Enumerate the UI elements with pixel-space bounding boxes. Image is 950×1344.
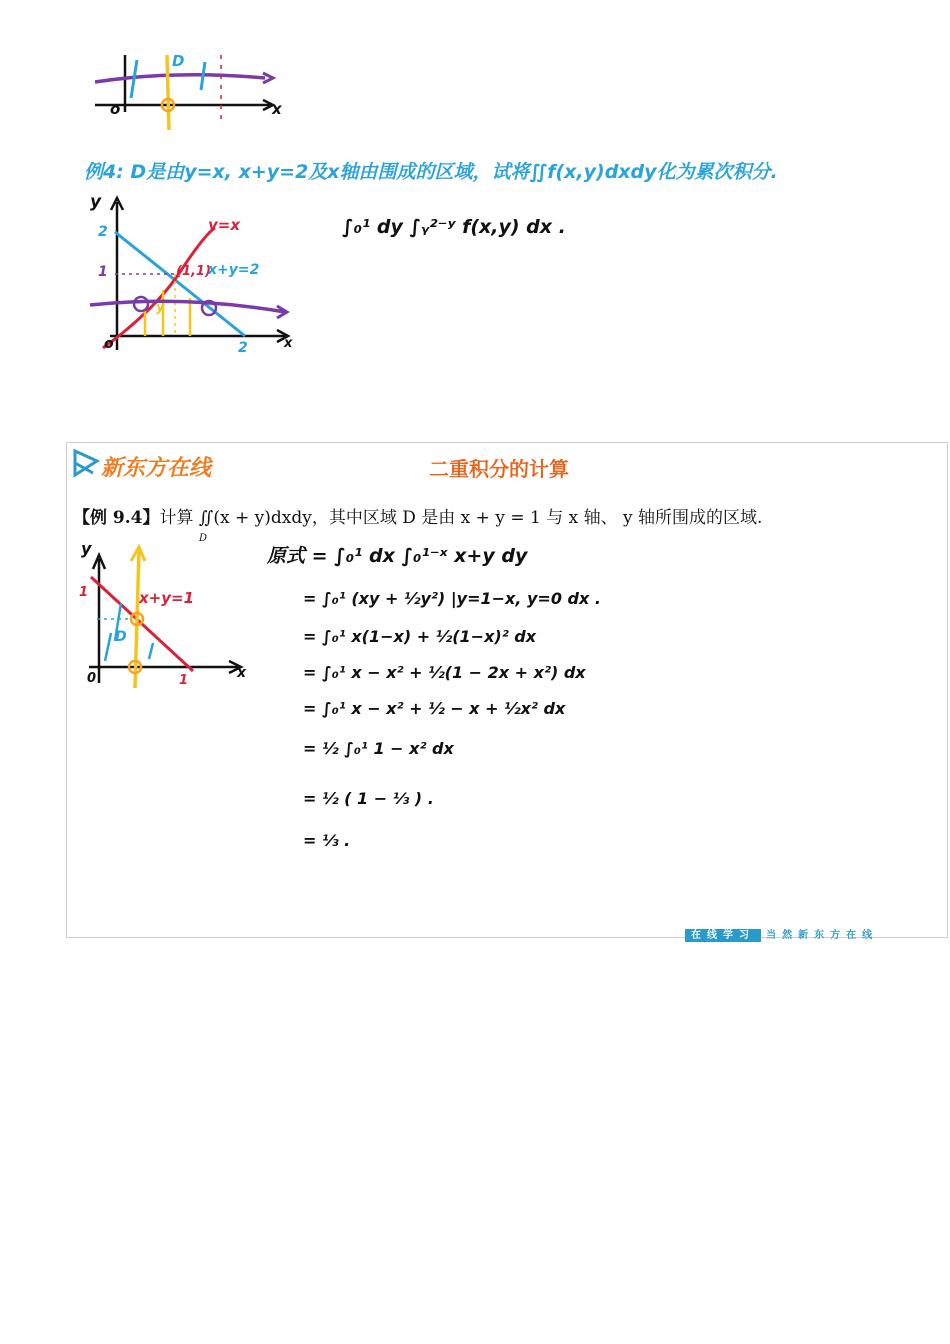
example4-answer: ∫₀¹ dy ∫ᵧ²⁻ʸ f(x,y) dx . <box>342 216 566 238</box>
ex4-y-tick-2: 2 <box>98 224 108 240</box>
slide-title: 二重积分的计算 <box>429 457 569 481</box>
example4-statement: 例4: D是由y=x, x+y=2及x轴由围成的区域，试将∬f(x,y)dxdy化为累次积分. <box>84 161 778 183</box>
step-4: = ∫₀¹ x − x² + ½ − x + ½x² dx <box>303 699 566 718</box>
slide-x-axis-label: x <box>237 665 247 681</box>
ex4-mark-y: y <box>156 300 165 315</box>
step-1: = ∫₀¹ (xy + ½y²) |y=1−x, y=0 dx . <box>303 589 601 608</box>
ex4-y-axis-label: y <box>90 192 102 212</box>
ex4-line1-label: y=x <box>208 216 241 234</box>
ex4-x-tick-2: 2 <box>238 340 248 356</box>
problem-label: 【例 9.4】 <box>73 508 160 528</box>
step-6: = ½ ( 1 − ⅓ ) . <box>303 789 434 808</box>
slide-y-axis-label: y <box>81 539 92 558</box>
slide-line-label: x+y=1 <box>139 589 195 607</box>
ex4-x-axis-label: x <box>284 336 293 351</box>
logo-icon <box>71 447 101 479</box>
problem-statement <box>73 503 762 528</box>
slide-x-tick: 1 <box>179 673 189 688</box>
ex4-line2-label: x+y=2 <box>208 262 260 278</box>
step-0: 原式 = ∫₀¹ dx ∫₀¹⁻ˣ x+y dy <box>267 545 528 567</box>
step-2: = ∫₀¹ x(1−x) + ½(1−x)² dx <box>303 627 537 646</box>
footer-highlight: 在线学习 <box>685 929 761 942</box>
ex4-point-label: (1,1) <box>176 264 211 279</box>
problem-text: 计算 ∬(x + y)dxdy，其中区域 D 是由 x + y = 1 与 x 轴、 y 轴所围成的区域. <box>159 508 763 528</box>
slide-graph <box>77 543 257 693</box>
problem-sub: D <box>199 533 208 544</box>
ex4-origin-label: o <box>104 336 114 352</box>
slide-y-tick: 1 <box>79 585 89 600</box>
step-7: = ⅓ . <box>303 831 351 850</box>
top-graph <box>85 40 295 140</box>
slide-footer <box>685 923 878 942</box>
step-5: = ½ ∫₀¹ 1 − x² dx <box>303 739 454 758</box>
top-x-label: x <box>272 100 282 118</box>
ex4-y-tick-1: 1 <box>98 264 108 280</box>
slide-origin-label: 0 <box>87 671 97 686</box>
slide-region-label: D <box>115 629 127 645</box>
footer-tail: 当然新东方在线 <box>766 930 879 941</box>
logo-text: 新东方在线 <box>101 456 212 481</box>
top-point-label: D <box>172 52 185 70</box>
top-yellow-line <box>167 55 169 130</box>
top-purple-line <box>95 75 265 82</box>
step-3: = ∫₀¹ x − x² + ½(1 − 2x + x²) dx <box>303 663 586 682</box>
slide-panel <box>66 442 948 941</box>
top-origin-label: o <box>110 100 121 118</box>
